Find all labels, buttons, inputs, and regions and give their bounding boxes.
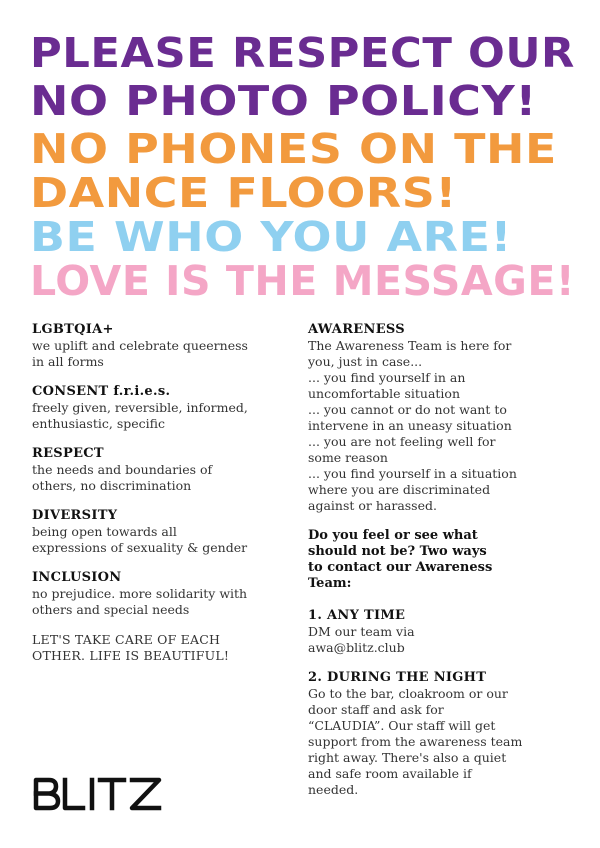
section-title: CONSENT f.r.i.e.s. xyxy=(32,384,171,399)
section-inclusion xyxy=(32,570,272,618)
awareness-text: some reason xyxy=(308,450,388,465)
section-text: freely given, reversible, informed, xyxy=(32,400,248,415)
section-diversity xyxy=(32,508,272,556)
night-text: Go to the bar, cloakroom or our xyxy=(308,686,508,701)
night-text: support from the awareness team xyxy=(308,734,523,749)
awareness-text: ... you cannot or do not want to xyxy=(308,402,507,417)
night-text: “CLAUDIA”. Our staff will get xyxy=(308,718,496,733)
section-respect xyxy=(32,446,272,494)
question-line: should not be? Two ways xyxy=(308,544,487,559)
section-text: expressions of sexuality & gender xyxy=(32,540,248,555)
awareness-text: The Awareness Team is here for xyxy=(308,338,512,353)
section-during-night xyxy=(308,670,568,798)
closing-line: LET'S TAKE CARE OF EACH xyxy=(32,632,221,647)
section-any-time xyxy=(308,608,568,656)
section-title: DIVERSITY xyxy=(32,508,118,523)
section-title: 2. DURING THE NIGHT xyxy=(308,670,487,685)
question-line: Team: xyxy=(308,576,352,591)
night-text: right away. There's also a quiet xyxy=(308,750,507,765)
section-title: AWARENESS xyxy=(308,322,405,337)
night-text: needed. xyxy=(308,782,359,797)
section-text: in all forms xyxy=(32,354,104,369)
question-line: to contact our Awareness xyxy=(308,560,493,575)
section-title: LGBTQIA+ xyxy=(32,322,114,337)
headline-photo-policy-2: NO PHOTO POLICY! xyxy=(30,77,537,125)
headline-phones-2: DANCE FLOORS! xyxy=(30,169,457,217)
anytime-text: DM our team via xyxy=(308,624,415,639)
contact-question xyxy=(308,528,568,592)
section-title: RESPECT xyxy=(32,446,104,461)
section-text: we uplift and celebrate queerness xyxy=(32,338,248,353)
section-title: INCLUSION xyxy=(32,570,122,585)
awareness-text: ... you are not feeling well for xyxy=(308,434,496,449)
contact-email-link[interactable]: awa@blitz.club xyxy=(308,640,405,655)
headline-be-who-you-are: BE WHO YOU ARE! xyxy=(30,213,513,261)
section-text: the needs and boundaries of xyxy=(32,462,213,477)
section-text: others and special needs xyxy=(32,602,190,617)
section-lgbtqia xyxy=(32,322,272,370)
awareness-text: against or harassed. xyxy=(308,498,437,513)
section-text: no prejudice. more solidarity with xyxy=(32,586,248,601)
awareness-text: intervene in an uneasy situation xyxy=(308,418,512,433)
awareness-text: where you are discriminated xyxy=(308,482,491,497)
awareness-column xyxy=(308,322,568,812)
section-text: enthusiastic, specific xyxy=(32,416,165,431)
headline-love-message: LOVE IS THE MESSAGE! xyxy=(30,257,576,305)
section-text: being open towards all xyxy=(32,524,177,539)
awareness-text: ... you find yourself in a situation xyxy=(308,466,517,481)
awareness-text: you, just in case... xyxy=(308,354,423,369)
closing-line: OTHER. LIFE IS BEAUTIFUL! xyxy=(32,648,230,663)
section-consent xyxy=(32,384,272,432)
section-awareness xyxy=(308,322,568,514)
question-line: Do you feel or see what xyxy=(308,528,478,543)
headline-phones-1: NO PHONES ON THE xyxy=(30,125,557,173)
values-column xyxy=(32,322,272,664)
section-text: others, no discrimination xyxy=(32,478,192,493)
night-text: and safe room available if xyxy=(308,766,472,781)
awareness-text: ... you find yourself in an xyxy=(308,370,466,385)
closing-message xyxy=(32,632,272,664)
section-title: 1. ANY TIME xyxy=(308,608,406,623)
awareness-text: uncomfortable situation xyxy=(308,386,460,401)
blitz-logo xyxy=(32,776,164,812)
night-text: door staff and ask for xyxy=(308,702,444,717)
headline-photo-policy-1: PLEASE RESPECT OUR xyxy=(30,29,575,77)
